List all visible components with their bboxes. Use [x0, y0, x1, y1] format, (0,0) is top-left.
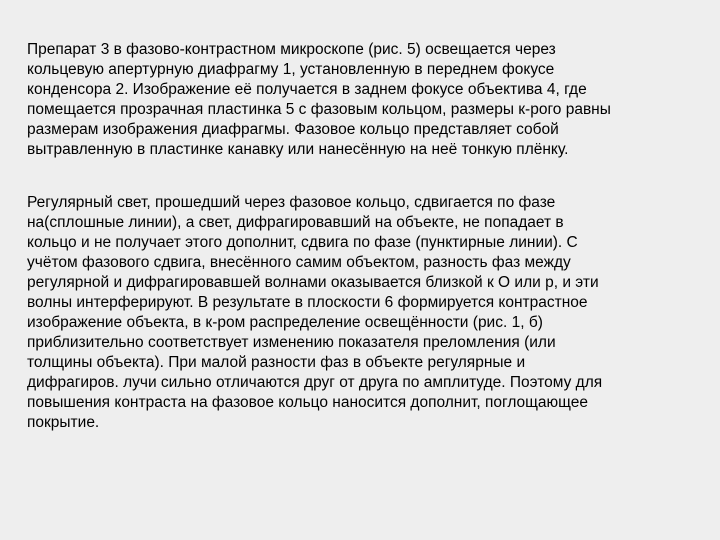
- text-line: приблизительно соответствует изменению показателя преломления (или: [27, 334, 556, 351]
- text-line: повышения контраста на фазовое кольцо наносится дополнит, поглощающее: [27, 394, 588, 411]
- text-line: регулярной и дифрагировавшей волнами оказывается близкой к О или р, и эти: [27, 274, 599, 291]
- text-line: дифрагиров. лучи сильно отличаются друг от друга по амплитуде. Поэтому для: [27, 374, 603, 391]
- text-line: толщины объекта). При малой разности фаз в объекте регулярные и: [27, 354, 526, 371]
- paragraph-phase-shift-explanation: [27, 193, 707, 433]
- text-line: волны интерферируют. В результате в плоскости 6 формируется контрастное: [27, 294, 588, 311]
- text-line: Регулярный свет, прошедший через фазовое кольцо, сдвигается по фазе: [27, 194, 556, 211]
- text-line: покрытие.: [27, 414, 100, 431]
- text-line: помещается прозрачная пластинка 5 с фазовым кольцом, размеры к-рого равны: [27, 101, 611, 118]
- paragraph-phase-contrast-setup: [27, 40, 707, 160]
- text-line: кольцо и не получает этого дополнит, сдвига по фазе (пунктирные линии). С: [27, 234, 578, 251]
- text-line: Препарат 3 в фазово-контрастном микроскопе (рис. 5) освещается через: [27, 41, 556, 58]
- text-line: вытравленную в пластинке канавку или нанесённую на неё тонкую плёнку.: [27, 141, 569, 158]
- text-line: изображение объекта, в к-ром распределение освещённости (рис. 1, б): [27, 314, 543, 331]
- text-line: на(сплошные линии), а свет, дифрагировавший на объекте, не попадает в: [27, 214, 564, 231]
- text-line: кольцевую апертурную диафрагму 1, установленную в переднем фокусе: [27, 61, 555, 78]
- text-line: размерам изображения диафрагмы. Фазовое кольцо представляет собой: [27, 121, 559, 138]
- text-line: учётом фазового сдвига, внесённого самим объектом, разность фаз между: [27, 254, 571, 271]
- text-line: конденсора 2. Изображение её получается в заднем фокусе объектива 4, где: [27, 81, 587, 98]
